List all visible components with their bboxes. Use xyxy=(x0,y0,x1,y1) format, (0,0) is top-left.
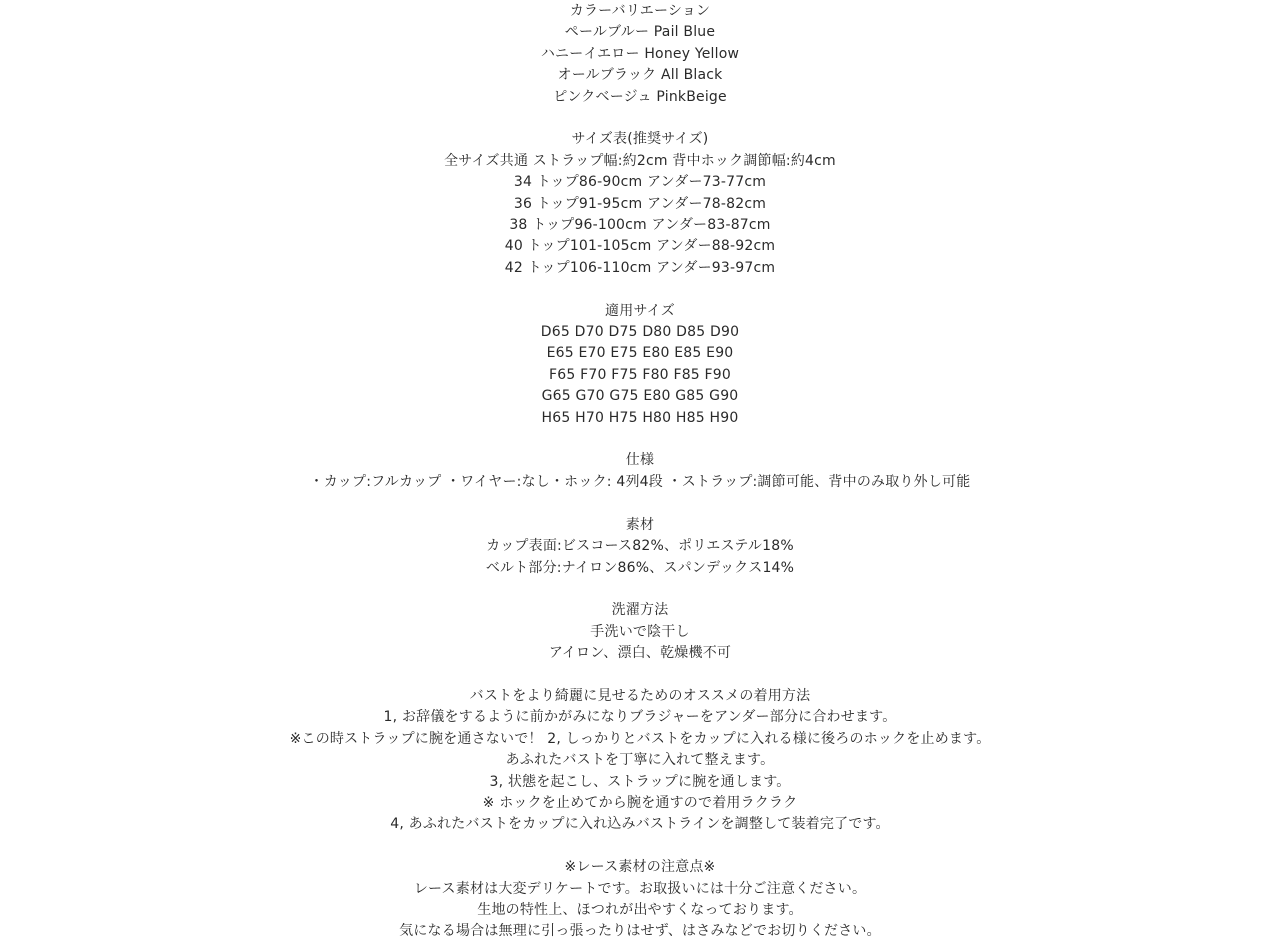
section-heading: 洗濯方法 xyxy=(611,602,669,619)
text-line: F65 F70 F75 F80 F85 F90 xyxy=(548,366,732,383)
section-washing xyxy=(0,600,1280,664)
section-specifications xyxy=(0,450,1280,493)
text-line: ・カップ:フルカップ ・ワイヤー:なし・ホック: 4列4段 ・ストラップ:調節可能、背中のみ取り外し可能 xyxy=(309,473,971,490)
text-line: 3, 状態を起こし、ストラップに腕を通します。 xyxy=(489,773,791,790)
section-gap xyxy=(0,108,1280,129)
section-gap xyxy=(0,579,1280,600)
text-line: 4, あふれたバストをカップに入れ込みバストラインを調整して装着完了です。 xyxy=(390,816,890,833)
text-line: E65 E70 E75 E80 E85 E90 xyxy=(546,345,734,362)
text-line: ピンクベージュ PinkBeige xyxy=(553,88,727,105)
section-color-variation xyxy=(0,1,1280,108)
text-line: 手洗いで陰干し xyxy=(590,623,690,640)
text-line: 38 トップ96-100cm アンダー83-87cm xyxy=(509,217,771,234)
text-line: レース素材は大変デリケートです。お取扱いには十分ご注意ください。 xyxy=(413,880,867,897)
text-line: 34 トップ86-90cm アンダー73-77cm xyxy=(513,174,767,191)
section-gap xyxy=(0,836,1280,857)
section-gap xyxy=(0,429,1280,450)
text-line: G65 G70 G75 E80 G85 G90 xyxy=(541,388,739,405)
section-heading: カラーバリエーション xyxy=(569,3,711,19)
text-line: 全サイズ共通 ストラップ幅:約2cm 背中ホック調節幅:約4cm xyxy=(444,152,836,169)
text-line: D65 D70 D75 D80 D85 D90 xyxy=(540,324,740,341)
section-size-chart xyxy=(0,129,1280,279)
text-line: 42 トップ106-110cm アンダー93-97cm xyxy=(504,259,776,276)
text-line: 40 トップ101-105cm アンダー88-92cm xyxy=(504,238,776,255)
section-wearing-method xyxy=(0,686,1280,836)
text-line: カップ表面:ビスコース82%、ポリエステル18% xyxy=(486,538,794,555)
text-line: ペールブルー Pail Blue xyxy=(564,24,716,41)
section-heading: バストをより綺麗に見せるためのオススメの着用方法 xyxy=(469,687,811,704)
section-heading: 素材 xyxy=(625,516,655,533)
text-line: あふれたバストを丁寧に入れて整えます。 xyxy=(505,752,775,769)
section-gap xyxy=(0,493,1280,514)
text-line: H65 H70 H75 H80 H85 H90 xyxy=(541,409,739,426)
text-line: 生地の特性上、ほつれが出やすくなっております。 xyxy=(477,901,803,918)
text-line: 気になる場合は無理に引っ張ったりはせず、はさみなどでお切りください。 xyxy=(399,923,881,940)
section-materials xyxy=(0,515,1280,579)
section-gap xyxy=(0,665,1280,686)
section-gap xyxy=(0,279,1280,300)
text-line: ハニーイエロー Honey Yellow xyxy=(540,45,740,62)
section-heading: サイズ表(推奨サイズ) xyxy=(571,131,709,148)
section-applicable-sizes xyxy=(0,301,1280,429)
section-heading: 適用サイズ xyxy=(605,302,675,319)
section-heading: ※レース素材の注意点※ xyxy=(564,859,716,876)
text-line: ※この時ストラップに腕を通さないで！ 2, しっかりとバストをカップに入れる様に後ろのホックを止めます。 xyxy=(289,730,991,747)
text-line: 36 トップ91-95cm アンダー78-82cm xyxy=(513,195,767,212)
text-line: 1, お辞儀をするように前かがみになりブラジャーをアンダー部分に合わせます。 xyxy=(383,709,897,726)
section-lace-caution xyxy=(0,857,1280,943)
text-line: アイロン、漂白、乾燥機不可 xyxy=(548,645,732,662)
text-line: オールブラック All Black xyxy=(557,67,723,84)
text-line: ※ ホックを止めてから腕を通すので着用ラクラク xyxy=(482,794,798,811)
text-line: ベルト部分:ナイロン86%、スパンデックス14% xyxy=(485,559,795,576)
section-heading: 仕様 xyxy=(625,452,655,469)
